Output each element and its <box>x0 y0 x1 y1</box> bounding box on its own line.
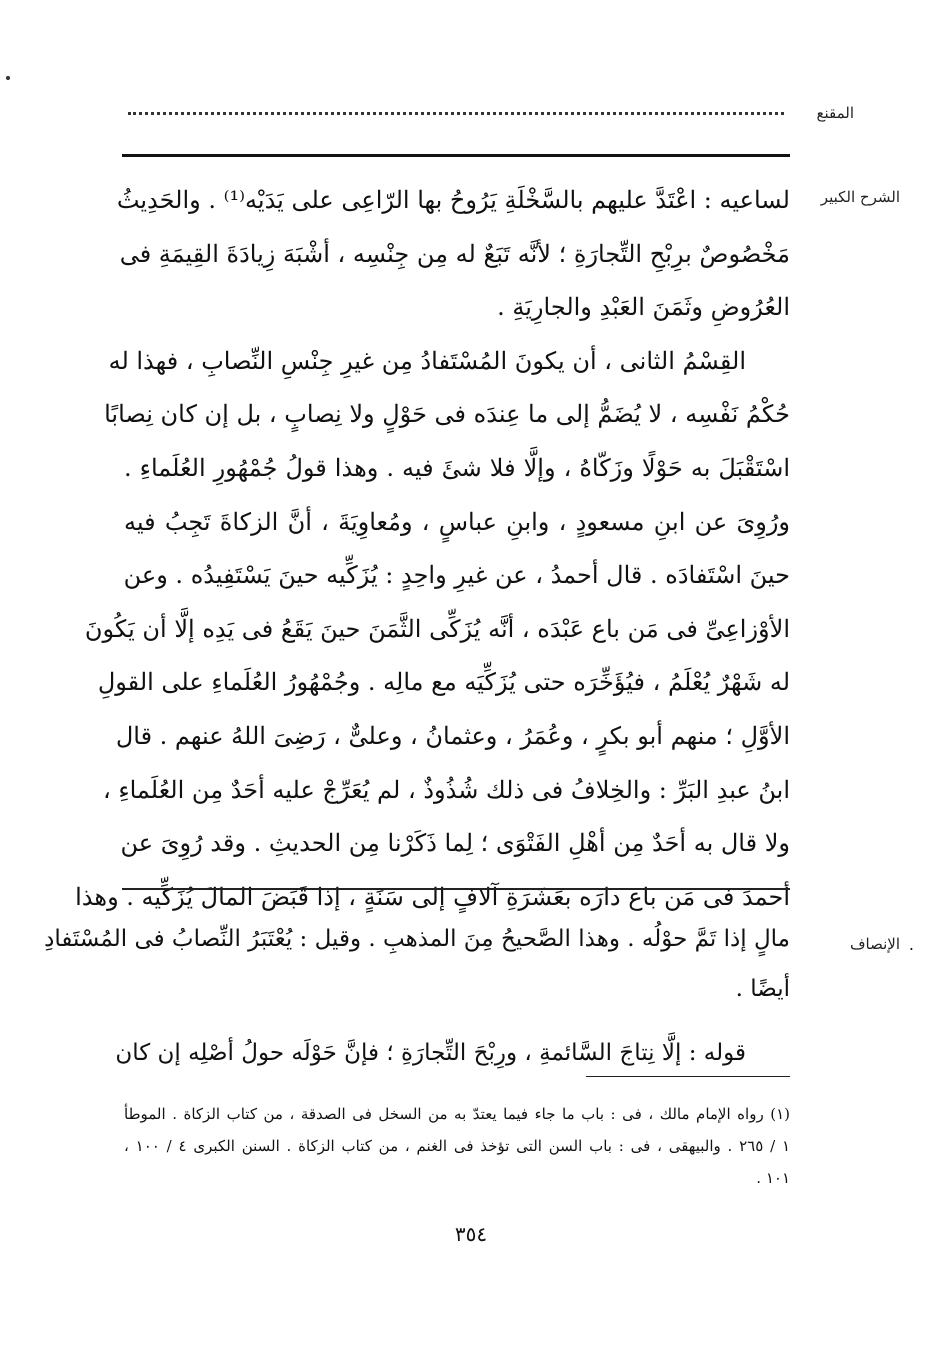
footnote-line: (١) رواه الإمام مالك ، فى : باب ما جاء فيما يعتدّ به من السخل فى الصدقة ، من كتاب الزكاة . الموطأ <box>124 1105 790 1123</box>
side-label-sharh: الشرح الكبير <box>820 188 900 206</box>
text-line: قوله : إلَّا نِتاجَ السَّائمةِ ، ورِبْحَ التِّجارَةِ ؛ فإنَّ حَوْلَه حولُ أصْلِه إن كان <box>115 1040 746 1066</box>
text-line: اسْتَقْبَلَ به حَوْلًا وزَكّاهُ ، وإلَّا فلا شئَ فيه . وهذا قولُ جُمْهُورِ العُلَماءِ . <box>124 453 790 482</box>
footnotes <box>124 1098 790 1194</box>
side-mark: . <box>908 935 914 954</box>
insaf-text-block <box>44 914 790 1078</box>
text-line: ولا قال به أحَدٌ مِن أهْلِ الفَتْوَى ؛ لِما ذَكَرْنا مِن الحديثِ . وقد رُوِىَ عن <box>120 829 790 858</box>
side-label-insaf: الإنصاف <box>849 935 900 953</box>
text-line: الأوْزاعِىِّ فى مَن باع عَبْدَه ، أنَّه يُزَكِّى الثَّمَنَ حينَ يَقَعُ فى يَدِه إلَّا أن يَكُونَ <box>84 614 790 643</box>
running-header-title: المقنع <box>816 104 854 122</box>
scan-speck <box>6 76 10 80</box>
header-rule <box>122 154 790 157</box>
text-line: الأوَّلِ ؛ منهم أبو بكرٍ ، وعُمَرُ ، وعثمانُ ، وعلىٌّ ، رَضِىَ اللهُ عنهم . قال <box>115 721 790 750</box>
text-line: حُكْمُ نَفْسِه ، لا يُضَمُّ إلى ما عِندَه فى حَوْلٍ ولا نِصابٍ ، بل إن كان نِصابًا <box>104 400 790 429</box>
header-dotted-rule <box>128 112 784 115</box>
footnote-line: ١ / ٢٦٥ . والبيهقى ، فى : باب السن التى تؤخذ فى الغنم ، من كتاب الزكاة . السنن الكبرى ٤ / ١٠٠ ، <box>124 1137 791 1155</box>
text-line: لساعيه : اعْتَدَّ عليهم بالسَّخْلَةِ يَرُوحُ بها الرّاعِى على يَدَيْه⁽¹⁾ . والحَدِيثُ <box>116 186 790 214</box>
main-text-block <box>75 174 790 924</box>
text-line: أحمدَ فى مَن باع دارَه بعَشَرَةِ آلافٍ إلى سَنَةٍ ، إذا قَبَضَ المالَ يُزَكِّيه . وهذا <box>75 882 790 911</box>
text-line: مَخْصُوصٌ برِبْحِ التِّجارَةِ ؛ لأنَّه تَبَعٌ له مِن جِنْسِه ، أشْبَهَ زِيادَةَ القِيمَةِ فى <box>119 239 790 268</box>
text-line: حينَ اسْتَفادَه . قال أحمدُ ، عن غيرِ واحِدٍ : يُزَكِّيه حينَ يَسْتَفِيدُه . وعن <box>123 561 790 590</box>
text-line: له شَهْرٌ يُعْلَمُ ، فيُؤَخِّرَه حتى يُزَكِّيَه مع مالِه . وجُمْهُورُ العُلَماءِ على القولِ <box>97 668 790 697</box>
text-line: القِسْمُ الثانى ، أن يكونَ المُسْتَفادُ مِن غيرِ جِنْسِ النِّصابِ ، فهذا له <box>108 346 746 375</box>
section-divider <box>122 888 790 890</box>
footnote-line: ١٠١ . <box>756 1169 790 1187</box>
text-line: العُرُوضِ وثَمَنَ العَبْدِ والجارِيَةِ . <box>497 293 790 322</box>
page-number: ٣٥٤ <box>454 1222 488 1246</box>
text-line: مالٍ إذا تَمَّ حوْلُه . وهذا الصَّحيحُ مِنَ المذهبِ . وقيل : يُعْتَبَرُ النِّصابُ فى المُسْتَفادِ <box>44 926 790 952</box>
text-line: أيضًا . <box>735 976 790 1002</box>
text-line: ورُوِىَ عن ابنِ مسعودٍ ، وابنِ عباسٍ ، ومُعاوِيَةَ ، أنَّ الزكاةَ تَجِبُ فيه <box>124 507 790 536</box>
text-line: ابنُ عبدِ البَرِّ : والخِلافُ فى ذلك شُذُوذٌ ، لم يُعَرِّجْ عليه أحَدٌ مِن العُلَماءِ ، <box>102 775 790 804</box>
footnote-rule <box>586 1076 790 1077</box>
